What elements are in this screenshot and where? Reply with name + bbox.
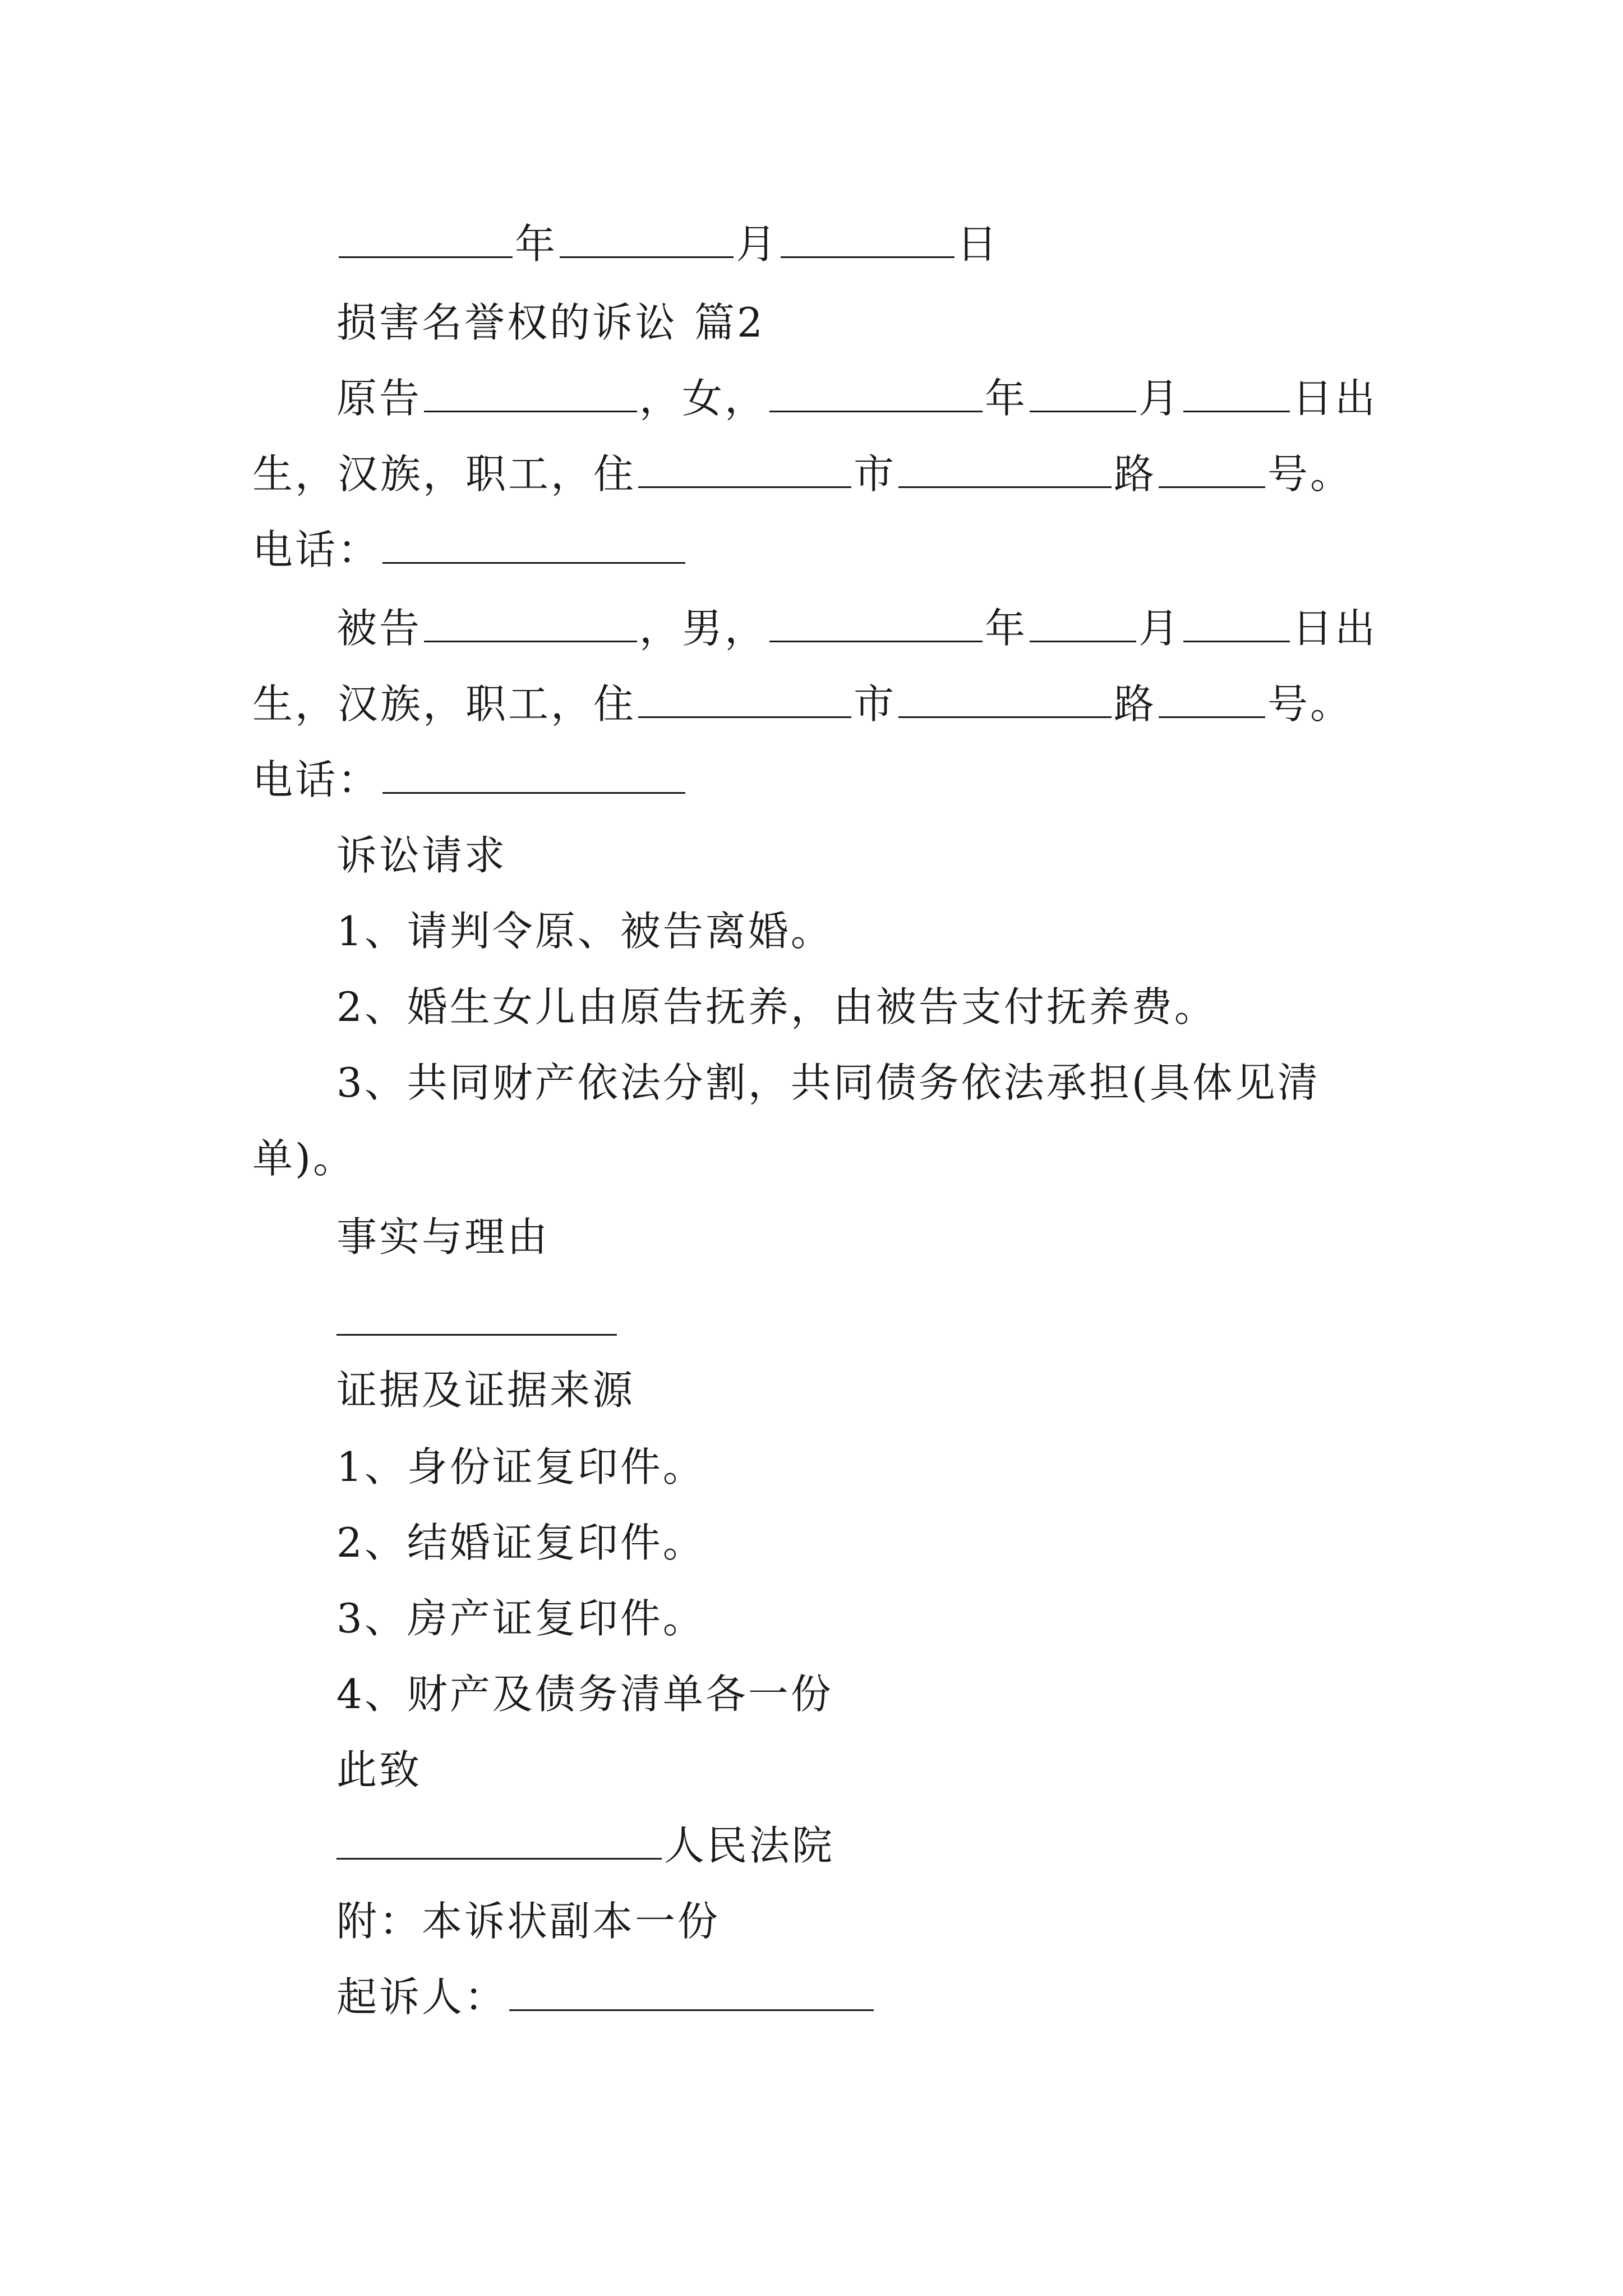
plaintiff-name-blank [424,376,637,412]
defendant-number-label: 号。 [1267,680,1353,728]
defendant-month-blank [1030,606,1136,642]
evidence-item-3: 3、房产证复印件。 [336,1595,706,1642]
plaintiff-year-label: 年 [985,375,1028,422]
defendant-label: 被告 [336,605,422,652]
defendant-number-blank [1159,682,1265,718]
year-label: 年 [515,220,558,268]
defendant-day-label: 日出 [1292,605,1378,652]
day-label: 日 [957,220,1000,268]
plaintiff-city-label: 市 [854,450,897,498]
plaintiff-label: 原告 [336,375,422,422]
evidence-item-1: 1、身份证复印件。 [336,1443,706,1490]
plaintiff-day-label: 日出 [1292,375,1378,422]
claim-item-3: 3、共同财产依法分割，共同债务依法承担(具体见清 [336,1059,1320,1106]
claim-item-2: 2、婚生女儿由原告抚养，由被告支付抚养费。 [336,983,1217,1030]
defendant-city-blank [638,682,851,718]
defendant-phone-label: 电话： [252,756,381,803]
facts-heading: 事实与理由 [336,1213,550,1260]
plaintiff-line-2 [252,446,1353,502]
facts-blank-rule [336,1334,617,1336]
defendant-road-label: 路 [1114,680,1157,728]
defendant-year-label: 年 [985,605,1028,652]
date-line [336,216,999,272]
signer-blank [509,1975,874,2011]
plaintiff-phone-blank [382,527,685,564]
section-heading [336,295,765,351]
heading-title: 损害名誉权的诉讼 [336,299,678,346]
evidence-heading: 证据及证据来源 [336,1366,635,1414]
plaintiff-phone-line [252,522,688,578]
plaintiff-city-blank [638,452,851,488]
plaintiff-number-label: 号。 [1267,450,1353,498]
month-label: 月 [736,220,779,268]
day-blank [781,222,955,258]
court-name-blank [336,1823,662,1860]
signer-line [336,1969,876,2025]
defendant-name-blank [424,606,637,642]
plaintiff-year-blank [769,376,983,412]
plaintiff-line-1 [336,370,1377,426]
claim-item-3-continued: 单)。 [252,1135,356,1182]
attachment-note: 附：本诉状副本一份 [336,1898,721,1945]
evidence-item-4: 4、财产及债务清单各一份 [336,1671,833,1718]
month-blank [560,222,734,258]
plaintiff-phone-label: 电话： [252,526,381,573]
plaintiff-road-label: 路 [1114,450,1157,498]
defendant-city-label: 市 [854,680,897,728]
year-blank [339,222,513,258]
claim-item-1: 1、请判令原、被告离婚。 [336,908,833,955]
defendant-phone-blank [382,757,685,794]
salutation: 此致 [336,1746,422,1793]
evidence-item-2: 2、结婚证复印件。 [336,1519,706,1566]
defendant-day-blank [1183,606,1290,642]
plaintiff-gender: ，女， [639,375,768,422]
claims-heading: 诉讼请求 [336,832,508,879]
defendant-line-1 [336,600,1377,656]
defendant-line-2 [252,676,1353,732]
plaintiff-month-label: 月 [1138,375,1182,422]
court-line [336,1818,834,1874]
plaintiff-day-blank [1183,376,1290,412]
defendant-year-blank [769,606,983,642]
defendant-residence-label: 生，汉族，职工，住 [252,680,637,728]
court-suffix: 人民法院 [664,1822,835,1869]
signer-label: 起诉人： [336,1973,508,2021]
plaintiff-number-blank [1159,452,1265,488]
heading-part: 篇2 [694,299,765,346]
defendant-month-label: 月 [1138,605,1182,652]
defendant-gender: ，男， [639,605,768,652]
defendant-phone-line [252,752,688,808]
defendant-road-blank [898,682,1112,718]
plaintiff-month-blank [1030,376,1136,412]
plaintiff-road-blank [898,452,1112,488]
plaintiff-residence-label: 生，汉族，职工，住 [252,450,637,498]
